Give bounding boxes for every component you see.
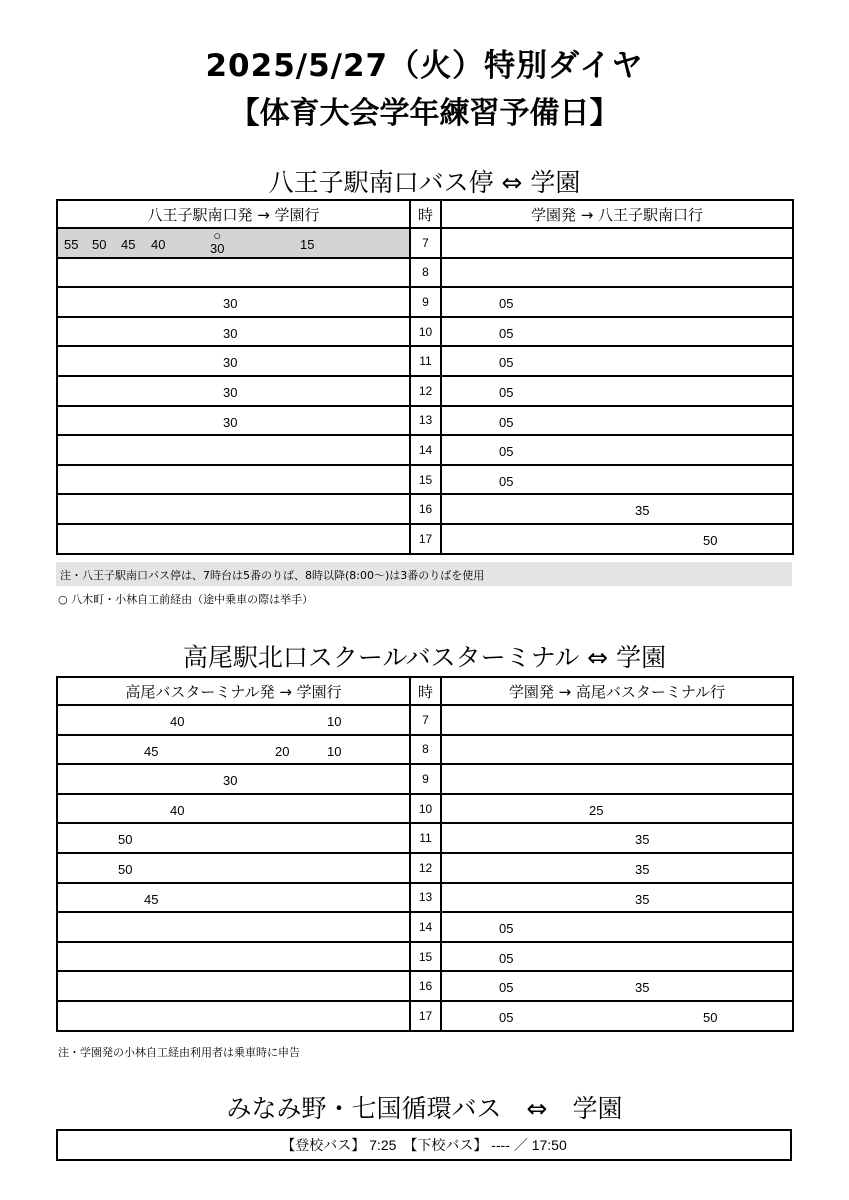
return-minute: 50 — [703, 1009, 718, 1025]
return-minute: 35 — [635, 980, 650, 996]
return-cell — [441, 735, 793, 765]
table-row — [57, 406, 793, 436]
return-cell — [441, 317, 793, 347]
departure-minute: 45 — [121, 237, 136, 252]
departure-minute: 10 — [327, 714, 342, 729]
column-header-hour: 時 — [410, 677, 441, 705]
return-cell — [441, 524, 793, 554]
hour-cell: 14 — [410, 435, 441, 465]
table-row — [57, 735, 793, 765]
hour-cell: 9 — [410, 764, 441, 794]
table-row — [57, 376, 793, 406]
table-row — [57, 258, 793, 288]
return-cell — [441, 435, 793, 465]
return-cell — [441, 494, 793, 524]
page-title: 2025/5/27（火）特別ダイヤ — [205, 48, 644, 84]
table-row — [57, 912, 793, 942]
section-heading-takao: 高尾駅北口スクールバスターミナル ⇔ 学園 — [182, 643, 667, 672]
hour-cell: 13 — [410, 406, 441, 436]
departure-minute: 45 — [144, 743, 159, 759]
table-row — [57, 228, 793, 258]
table-row — [57, 346, 793, 376]
return-cell — [441, 406, 793, 436]
hour-cell: 7 — [410, 228, 441, 258]
outbound-cell — [57, 376, 410, 406]
outbound-cell — [57, 764, 410, 794]
outbound-cell — [57, 465, 410, 495]
section-heading-hachioji: 八王子駅南口バス停 ⇔ 学園 — [268, 168, 581, 197]
return-minute: 05 — [499, 921, 514, 937]
page-subtitle: 【体育大会学年練習予備日】 — [229, 96, 620, 131]
hour-cell: 15 — [410, 465, 441, 495]
outbound-cell — [57, 853, 410, 883]
table-row — [57, 823, 793, 853]
hour-cell: 7 — [410, 705, 441, 735]
departure-minute: 45 — [144, 891, 159, 907]
return-minute: 05 — [499, 414, 514, 430]
via-mark: ○ — [213, 228, 222, 243]
return-minute: 35 — [635, 891, 650, 907]
departure-minute: 30 — [223, 296, 238, 312]
departure-minute: 20 — [275, 743, 290, 759]
return-cell — [441, 287, 793, 317]
note-boarding: 注・八王子駅南口バス停は、7時台は5番のりば、8時以降(8:00～)は3番のりばを使用 — [60, 569, 485, 582]
return-minute: 35 — [635, 832, 650, 848]
departure-minute: 15 — [300, 237, 315, 252]
return-cell — [441, 228, 793, 258]
return-cell — [441, 258, 793, 288]
return-minute: 05 — [499, 384, 514, 400]
return-minute: 35 — [635, 503, 650, 519]
return-cell — [441, 705, 793, 735]
return-minute: 50 — [703, 532, 718, 548]
table-row — [57, 494, 793, 524]
hour-cell: 16 — [410, 971, 441, 1001]
return-minute: 05 — [499, 950, 514, 966]
departure-minute: 10 — [327, 743, 342, 759]
table-row — [57, 942, 793, 972]
return-minute: 05 — [499, 1009, 514, 1025]
return-minute: 05 — [499, 325, 514, 341]
hour-cell: 14 — [410, 912, 441, 942]
departure-minute: 30 — [223, 414, 238, 430]
departure-minute: 40 — [170, 802, 185, 818]
hour-cell: 12 — [410, 376, 441, 406]
table-row — [57, 317, 793, 347]
outbound-cell — [57, 494, 410, 524]
outbound-cell — [57, 883, 410, 913]
return-minute: 05 — [499, 444, 514, 460]
column-header-outbound: 八王子駅南口発 → 学園行 — [57, 200, 410, 228]
hour-cell: 8 — [410, 735, 441, 765]
outbound-cell — [57, 406, 410, 436]
return-minute: 25 — [589, 802, 604, 818]
hour-cell: 17 — [410, 524, 441, 554]
table-row — [57, 435, 793, 465]
note-takao: 注・学園発の小林自工経由利用者は乗車時に申告 — [58, 1046, 300, 1059]
outbound-cell — [57, 735, 410, 765]
circular-bus-times: 【登校バス】 7:25 【下校バス】 ---- ／ 17:50 — [56, 1129, 792, 1161]
return-cell — [441, 883, 793, 913]
outbound-cell — [57, 435, 410, 465]
outbound-cell — [57, 524, 410, 554]
table-row — [57, 287, 793, 317]
return-cell — [441, 376, 793, 406]
column-header-return: 学園発 → 高尾バスターミナル行 — [441, 677, 793, 705]
hour-cell: 10 — [410, 317, 441, 347]
section-heading-minamino: みなみ野・七国循環バス ⇔ 学園 — [226, 1094, 623, 1123]
column-header-hour: 時 — [410, 200, 441, 228]
outbound-cell — [57, 287, 410, 317]
hour-cell: 15 — [410, 942, 441, 972]
departure-minute — [210, 229, 224, 255]
table-row — [57, 705, 793, 735]
departure-minute: 30 — [223, 384, 238, 400]
return-minute: 05 — [499, 355, 514, 371]
timetable-hachioji — [56, 199, 794, 555]
outbound-cell — [57, 1001, 410, 1031]
return-minute: 05 — [499, 296, 514, 312]
column-header-return: 学園発 → 八王子駅南口行 — [441, 200, 793, 228]
departure-minute: 30 — [223, 355, 238, 371]
return-cell — [441, 823, 793, 853]
return-cell — [441, 912, 793, 942]
via-minute: 30 — [210, 241, 225, 256]
hour-cell: 11 — [410, 823, 441, 853]
departure-minute: 50 — [118, 861, 133, 877]
outbound-cell — [57, 228, 410, 258]
return-cell — [441, 1001, 793, 1031]
departure-minute: 30 — [223, 325, 238, 341]
hour-cell: 16 — [410, 494, 441, 524]
outbound-cell — [57, 942, 410, 972]
return-cell — [441, 971, 793, 1001]
hour-cell: 11 — [410, 346, 441, 376]
outbound-cell — [57, 912, 410, 942]
hour-cell: 13 — [410, 883, 441, 913]
timetable-takao — [56, 676, 794, 1032]
departure-minute: 55 — [64, 237, 79, 252]
outbound-cell — [57, 971, 410, 1001]
outbound-cell — [57, 317, 410, 347]
departure-minute: 30 — [223, 773, 238, 789]
table-row — [57, 465, 793, 495]
outbound-cell — [57, 346, 410, 376]
departure-minute: 50 — [92, 237, 107, 252]
return-cell — [441, 942, 793, 972]
departure-minute: 40 — [151, 237, 166, 252]
hour-cell: 8 — [410, 258, 441, 288]
return-minute: 35 — [635, 861, 650, 877]
return-cell — [441, 764, 793, 794]
hour-cell: 17 — [410, 1001, 441, 1031]
table-row — [57, 524, 793, 554]
hour-cell: 12 — [410, 853, 441, 883]
outbound-cell — [57, 705, 410, 735]
return-cell — [441, 794, 793, 824]
note-via: ○ 八木町・小林自工前経由（途中乗車の際は挙手） — [58, 593, 314, 606]
table-row — [57, 971, 793, 1001]
departure-minute: 40 — [170, 714, 185, 729]
table-row — [57, 794, 793, 824]
table-row — [57, 883, 793, 913]
outbound-cell — [57, 823, 410, 853]
hour-cell: 9 — [410, 287, 441, 317]
column-header-outbound: 高尾バスターミナル発 → 学園行 — [57, 677, 410, 705]
return-minute: 05 — [499, 473, 514, 489]
outbound-cell — [57, 258, 410, 288]
return-cell — [441, 346, 793, 376]
departure-minute: 50 — [118, 832, 133, 848]
table-row — [57, 764, 793, 794]
outbound-cell — [57, 794, 410, 824]
return-cell — [441, 465, 793, 495]
table-row — [57, 853, 793, 883]
table-row — [57, 1001, 793, 1031]
return-minute: 05 — [499, 980, 514, 996]
return-cell — [441, 853, 793, 883]
hour-cell: 10 — [410, 794, 441, 824]
